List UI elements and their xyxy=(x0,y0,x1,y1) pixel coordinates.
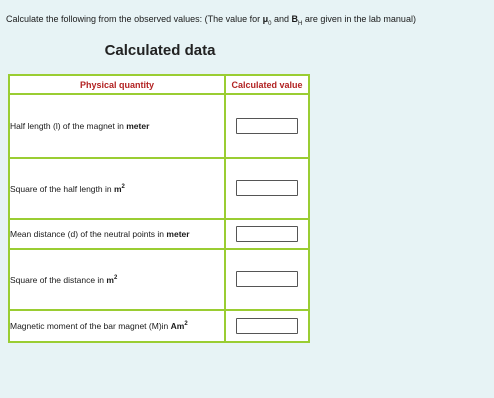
row-label-mean-distance: Mean distance (d) of the neutral points in meter xyxy=(9,219,225,249)
row-label-half-length: Half length (l) of the magnet in meter xyxy=(9,94,225,158)
half-length-input[interactable] xyxy=(236,118,298,134)
table-header-row xyxy=(9,75,309,94)
mu-symbol: μ xyxy=(262,14,269,24)
magnetic-moment-input[interactable] xyxy=(236,318,298,334)
row-label-square-distance: Square of the distance in $m^2$ xyxy=(9,249,225,310)
header-physical-quantity: Physical quantity xyxy=(9,75,225,94)
header-calculated-value: Calculated value xyxy=(225,75,309,94)
square-half-length-input[interactable] xyxy=(236,180,298,196)
row-label-square-half-length: Square of the half length in $m^2$ xyxy=(9,158,225,219)
table-row xyxy=(9,249,309,310)
row-label-magnetic-moment: Magnetic moment of the bar magnet (M)in Am$^2$ xyxy=(9,310,225,342)
page-title: Calculated data xyxy=(104,42,216,59)
table-row xyxy=(9,94,309,158)
table-row xyxy=(9,219,309,249)
table-row xyxy=(9,158,309,219)
b-symbol: B xyxy=(291,14,299,24)
mean-distance-input[interactable] xyxy=(236,226,298,242)
square-distance-input[interactable] xyxy=(236,271,298,287)
calculated-data-table xyxy=(8,74,310,343)
table-row xyxy=(9,310,309,342)
instruction-text: Calculate the following from the observed values: (The value for $\mu_0$ and $B_H$ are given in the lab manual) xyxy=(6,14,416,27)
